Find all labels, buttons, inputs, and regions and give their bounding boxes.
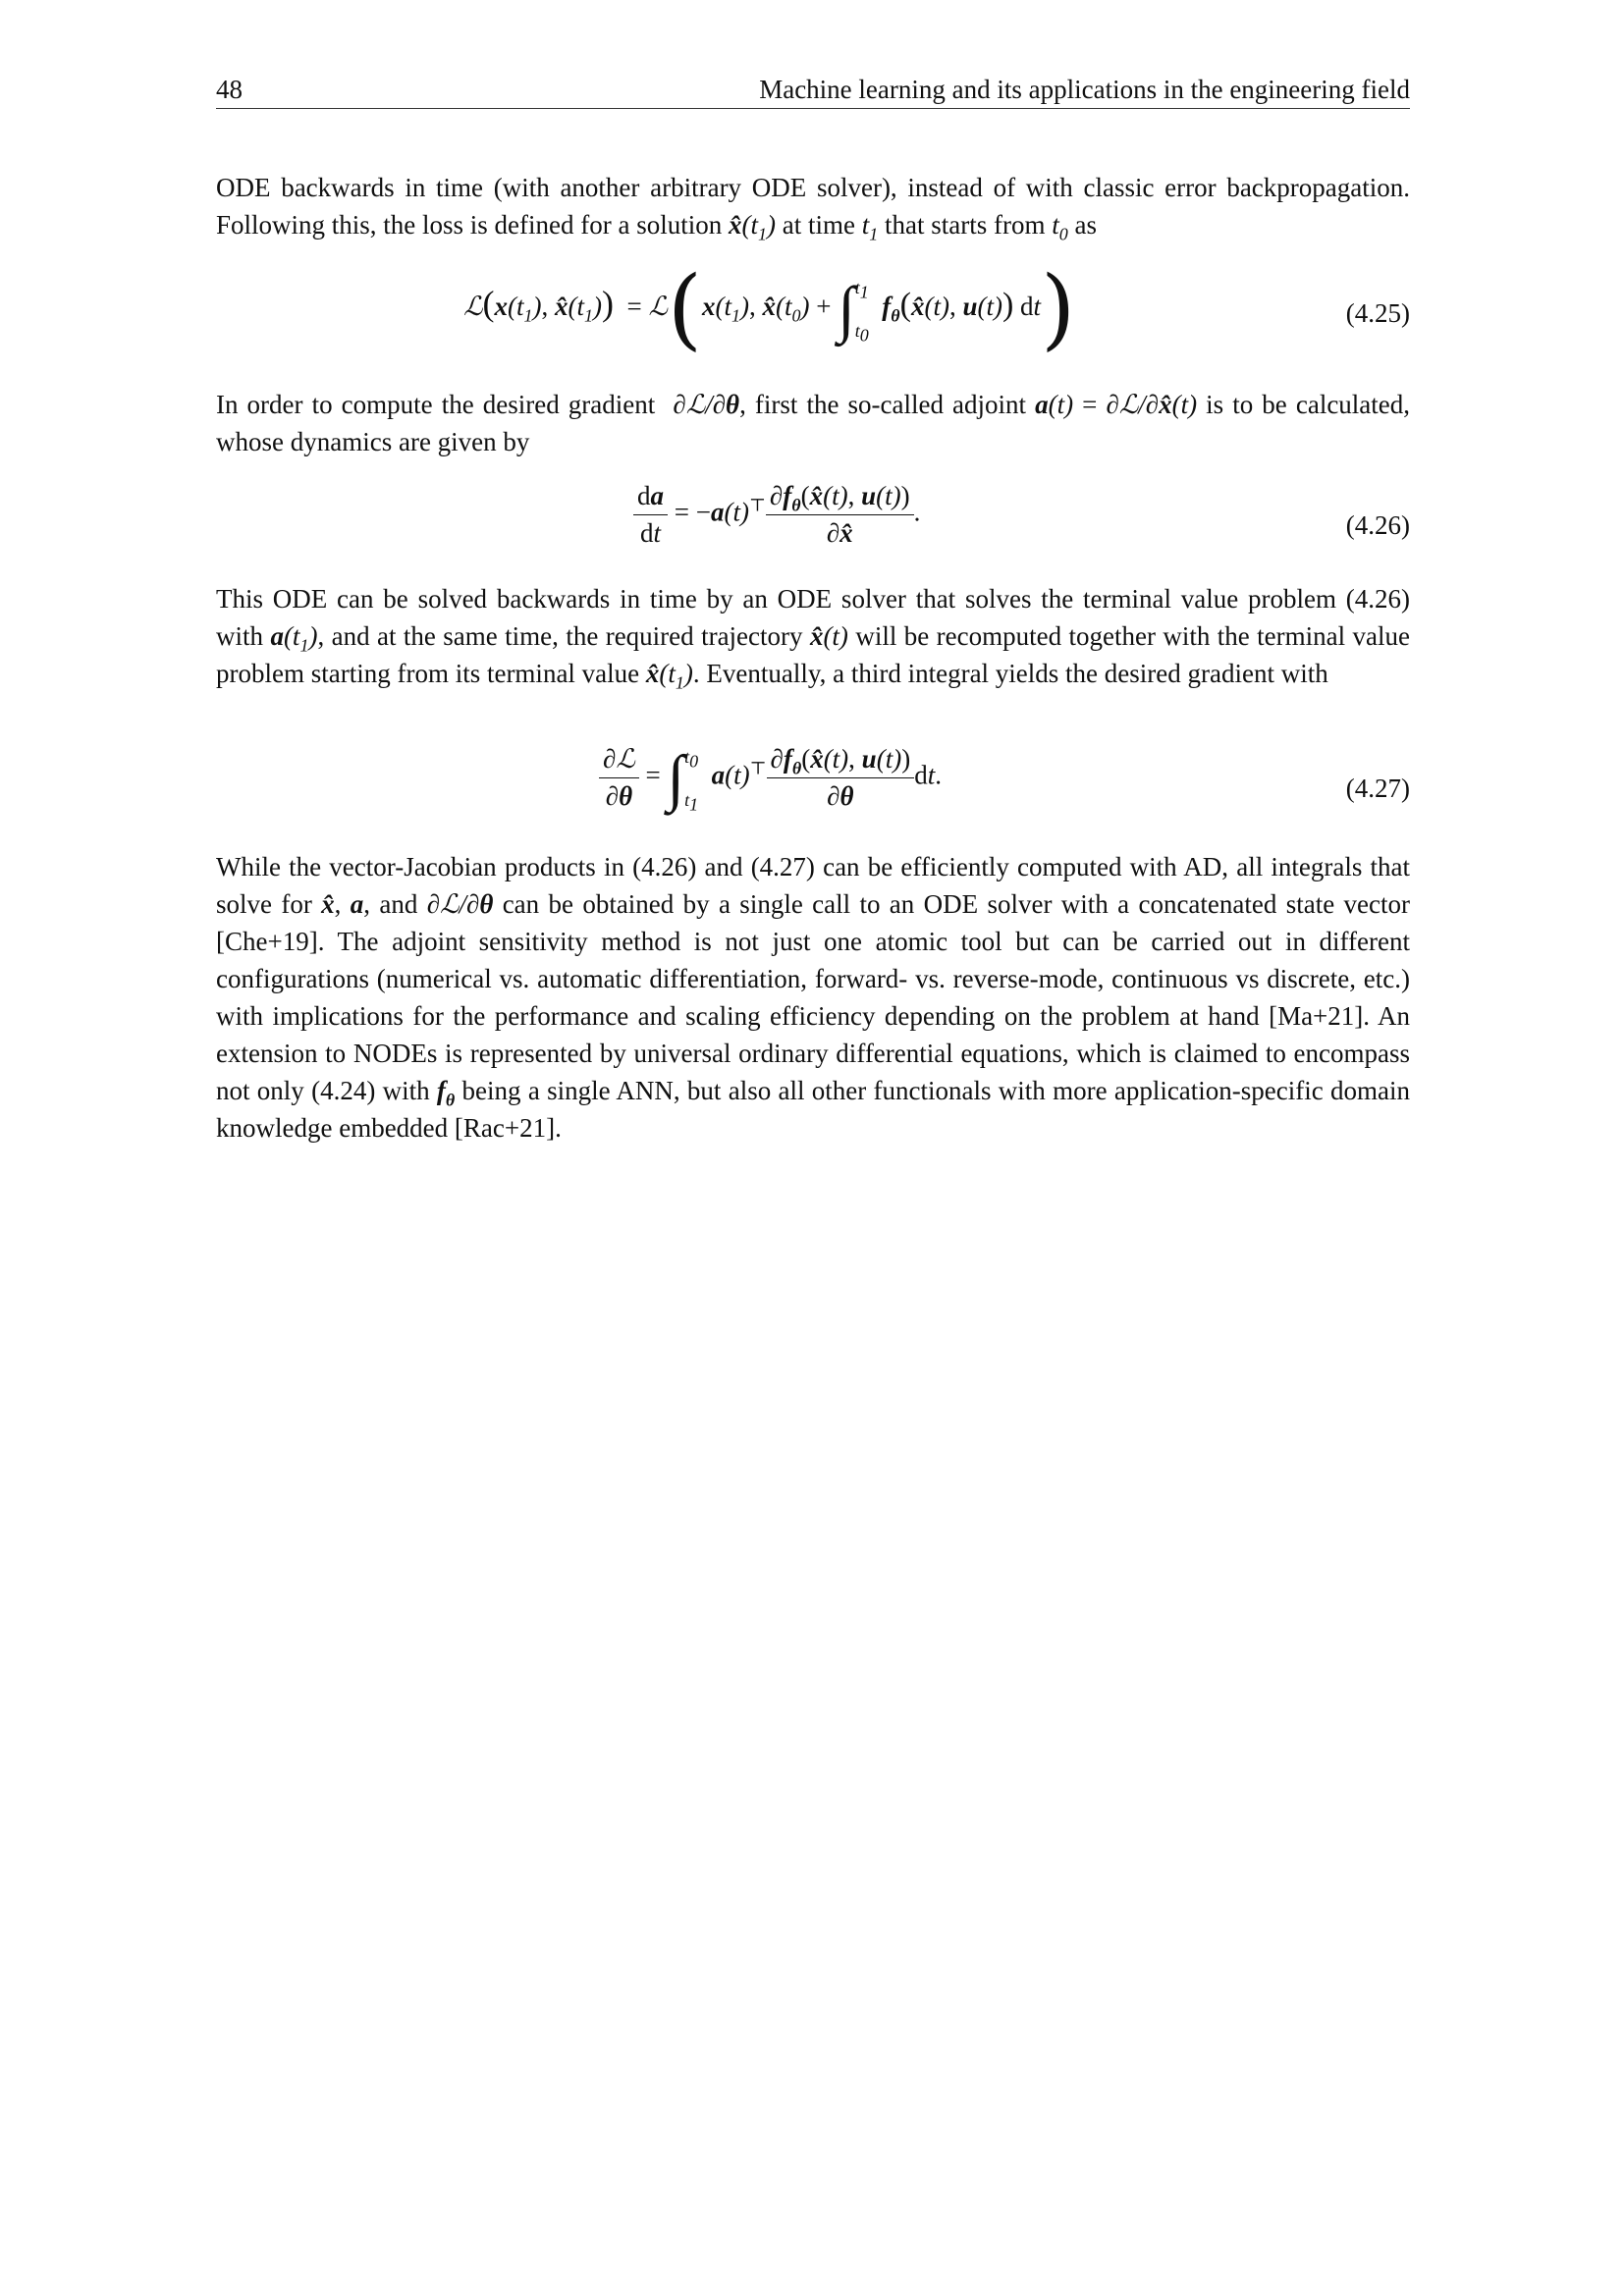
- p4-a: While the vector-Jacobian products in (4.26) and (4.27) can be efficiently computed with AD, all integrals that solve for: [216, 852, 1410, 919]
- p1-line2-b: at time: [782, 210, 855, 240]
- running-title: Machine learning and its applications in the engineering field: [759, 75, 1410, 104]
- p4-d: being a single ANN, but also all other functionals with more application-specific domain knowledge embedded [Rac+21].: [216, 1076, 1411, 1143]
- equation-4-27: [216, 744, 1410, 842]
- p4-c: can be obtained by a single call to an ODE solver with a concatenated state vector [Che+19]. The adjoint sensitivity method is not just one atomic tool but can be carried out in different configurations (numerical vs. automatic differentiation, forward- vs. reverse-mode, continuous vs discrete, etc.) with implications for the performance and scaling efficiency depending on the problem at hand [Ma+21]. An extension to NODEs is represented by universal ordinary differential equations, which is claimed to encompass not only (4.24) with: [216, 889, 1410, 1105]
- equation-4-25: [216, 257, 1410, 363]
- paragraph-4: While the vector-Jacobian products in (4.26) and (4.27) can be efficiently computed with AD, all integrals that solve for x̂, a, and ∂ℒ/∂θ can be obtained by a single call to an ODE solver with a concatenated state vector [Che+19]. The adjoint sensitivity method is not just one atomic tool but can be carried out in different configurations (numerical vs. automatic differentiation, forward- vs. reverse-mode, continuous vs discrete, etc.) with implications for the performance and scaling efficiency depending on the problem at hand [Ma+21]. An extension to NODEs is represented by universal ordinary differential equations, which is claimed to encompass not only (4.24) with $f_\theta$ being a single ANN, but also all other functionals with more application-specific domain knowledge embedded [Rac+21].: [216, 852, 1411, 1143]
- equation-number-4-27: (4.27): [1345, 774, 1410, 803]
- p1-line2-a: Following this, the loss is defined for a solution: [216, 210, 723, 240]
- equation-number-4-26: (4.26): [1345, 510, 1410, 540]
- paragraph-1: ODE backwards in time (with another arbitrary ODE solver), instead of with classic error backpropagation. Following this, the loss is defined for a solution $x̂(t_1)$ at time $t_1$ that starts from $t_0$ as: [216, 173, 1410, 244]
- equation-4-25-body: $ℒ(x(t_1)$, $x̂(t_1)$) = $ℒ(x(t_1)$, $x̂(t_0)$ + ∫ $t_1$ $t_0$ $f_\theta(x̂(t)$, u(t)) dt): [463, 257, 1076, 360]
- p2-c: is to be calculated, whose dynamics are given by: [216, 390, 1411, 456]
- p1-line2-c: that starts from: [884, 210, 1046, 240]
- p2-b: , first the so-called adjoint: [739, 390, 1027, 419]
- p1-line1: ODE backwards in time (with another arbitrary ODE solver), instead of with classic error backpropagation.: [216, 173, 1410, 202]
- equation-number-4-25: (4.25): [1345, 298, 1410, 328]
- p1-line2-d: as: [1074, 210, 1097, 240]
- paragraph-2: In order to compute the desired gradient ∂ℒ/∂θ, first the so-called adjoint a(t) = ∂ℒ/∂x̂(t) is to be calculated, whose dynamics are given by: [216, 390, 1411, 456]
- p3-a: This ODE can be solved backwards in time by an ODE solver that solves the terminal value problem (4.26) with: [216, 584, 1410, 651]
- p4-b: and: [379, 889, 418, 919]
- page-number: 48: [216, 75, 243, 104]
- p3-d: . Eventually, a third integral yields the desired gradient with: [692, 659, 1328, 688]
- page-header: [216, 71, 1410, 109]
- equation-4-27-body: $\frac{\text{∂ℒ}}{\partial\theta}$ = ∫ $t_0$ $t_1$ a(t)⊤ $\frac{\partial f_\theta(x̂(t), u(t))}{\partial\theta}$ dt.: [599, 744, 942, 812]
- equation-4-26-body: $\frac{da}{dt}$ = −a(t)⊤ $\frac{\partial f_\theta(x̂(t), u(t))}{\partial x̂}$ .: [633, 481, 920, 549]
- p3-c: will be recomputed together with the terminal value problem starting from its terminal value: [216, 621, 1411, 688]
- p2-a: In order to compute the desired gradient: [216, 390, 656, 419]
- equation-4-26: [216, 481, 1410, 569]
- paragraph-3: This ODE can be solved backwards in time by an ODE solver that solves the terminal value problem (4.26) with $a(t_1)$, and at the same time, the required trajectory x̂(t) will be recomputed together with the terminal value problem starting from its terminal value $x̂(t_1)$. Eventually, a third integral yields the desired gradient with: [216, 584, 1411, 693]
- p3-b: , and at the same time, the required trajectory: [317, 621, 803, 651]
- math-xhat-t1: x̂: [728, 210, 742, 240]
